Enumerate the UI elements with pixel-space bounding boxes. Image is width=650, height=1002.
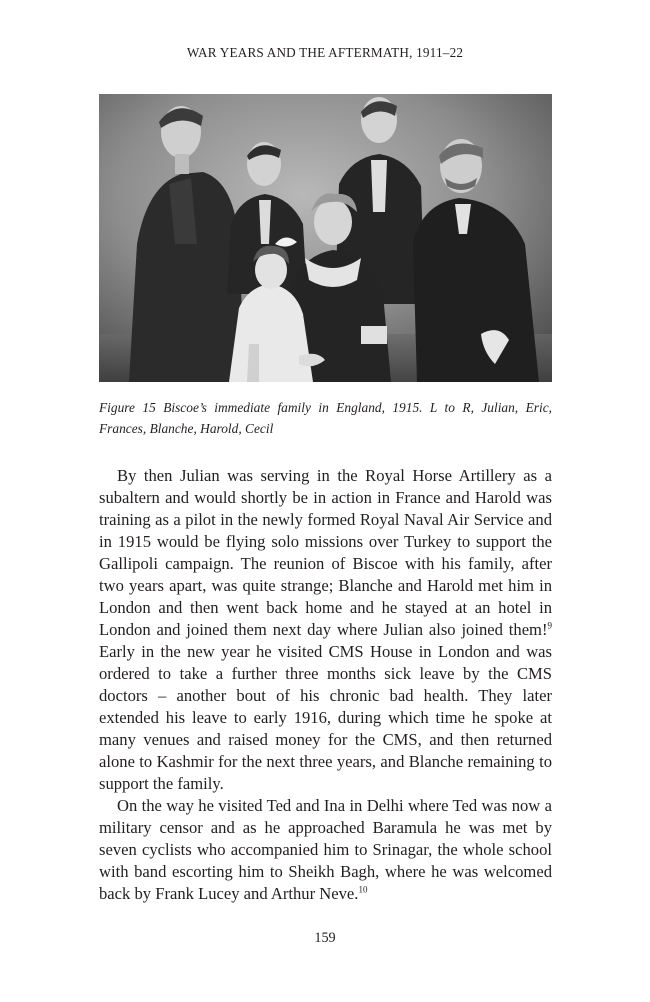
family-photograph-image bbox=[99, 94, 552, 382]
footnote-ref-10[interactable]: 10 bbox=[358, 884, 368, 895]
body-text bbox=[99, 465, 552, 905]
paragraph-1 bbox=[99, 465, 552, 795]
figure-caption: Figure 15 Biscoe’s immediate family in England, 1915. L to R, Julian, Eric, Frances, Blanche, Harold, Cecil bbox=[99, 400, 552, 436]
footnote-ref-9[interactable]: 9 bbox=[547, 620, 552, 631]
running-head: WAR YEARS AND THE AFTERMATH, 1911–22 bbox=[186, 45, 464, 60]
family-photograph bbox=[99, 94, 552, 382]
paragraph-1-text-after: Early in the new year he visited CMS House in London and was ordered to take a further three months sick leave by the CMS doctors – another bout of his chronic bad health. They later extended his leave to early 1916, during which time he spoke at many venues and raised money for the CMS, and then returned alone to Kashmir for the next three years, and Blanche remaining to support the family. bbox=[99, 642, 552, 793]
page-number: 159 bbox=[314, 930, 336, 946]
paragraph-2-text: On the way he visited Ted and Ina in Delhi where Ted was now a military censor and as he approached Baramula he was met by seven cyclists who accompanied him to Srinagar, the whole school with band escorting him to Sheikh Bagh, where he was welcomed back by Frank Lucey and Arthur Neve. bbox=[99, 796, 552, 903]
paragraph-1-text: By then Julian was serving in the Royal Horse Artillery as a subaltern and would shortly be in action in France and Harold was training as a pilot in the newly formed Royal Naval Air Service and in 1915 would be flying solo missions over Turkey to support the Gallipoli campaign. The reunion of Biscoe with his family, after two years apart, was quite strange; Blanche and Harold met him in London and then went back home and he stayed at an hotel in London and joined them next day where Julian also joined them! bbox=[99, 466, 552, 639]
paragraph-2 bbox=[99, 795, 552, 905]
